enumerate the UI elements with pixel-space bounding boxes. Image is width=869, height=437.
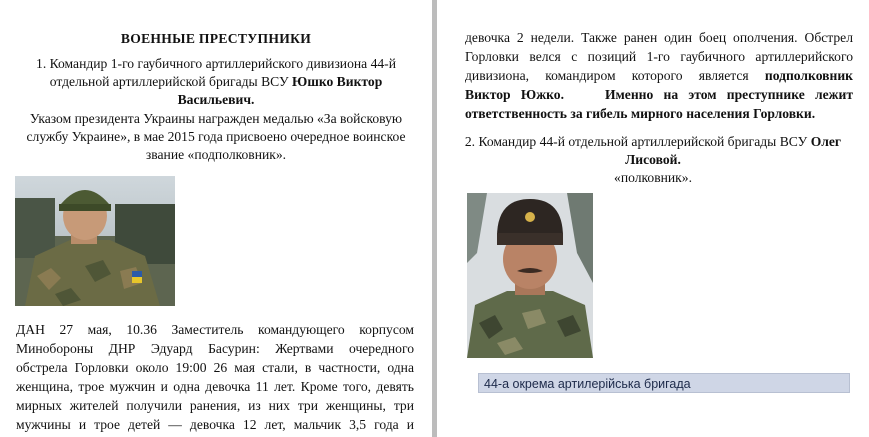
cont-line-5-text: ответственность за гибель мирного населения Горловки. bbox=[465, 106, 816, 121]
news-line: ДАН 27 мая, 10.36 Заместитель командующего корпусом bbox=[16, 322, 414, 337]
decree-line3: звание «подполковник». bbox=[145, 147, 287, 162]
decree-line1: Указом президента Украины награжден медалью «За войсковую bbox=[29, 111, 403, 126]
item2-rank: «полковник». bbox=[614, 170, 692, 185]
item1-patronymic bbox=[0, 92, 432, 108]
news-line: мужчины и трое детей — девочка 12 лет, мальчик 3,5 года и bbox=[16, 417, 414, 432]
cont-line-4 bbox=[465, 87, 853, 103]
news-line: мирных жителей получили ранения, из них три женщины, три bbox=[16, 398, 414, 413]
item1-line1: 1. Командир 1-го гаубичного артиллерийского дивизиона 44-й bbox=[36, 56, 396, 71]
cont-line-4-text: Именно на этом преступнике лежит bbox=[604, 87, 853, 102]
decree-line2: службу Украине», в мае 2015 года присвоено очередное воинское bbox=[26, 129, 406, 144]
cont-line-3-text: дивизиона, командиром которого является bbox=[465, 68, 765, 83]
news-line: Минобороны ДНР Эдуард Басурин: Жертвами очередного bbox=[16, 341, 414, 356]
item2-surname bbox=[437, 152, 869, 168]
item2-line1 bbox=[437, 134, 869, 150]
cont-line: Горловки велся с позиций 1-го гаубичного артиллерийского bbox=[465, 49, 853, 64]
officer-photo-icon bbox=[467, 193, 593, 358]
officer-photo bbox=[467, 193, 593, 358]
news-line: обстрела Горловки около 19:00 26 мая стали, в частности, одна bbox=[16, 360, 414, 375]
item2-firstname: Олег bbox=[810, 134, 842, 149]
soldier-photo bbox=[15, 176, 175, 306]
cont-line: девочка 2 недели. Также ранен один боец ополчения. Обстрел bbox=[465, 30, 853, 45]
photo-caption: 44-а окрема артилерійська бригада bbox=[478, 373, 850, 393]
page-heading: ВОЕННЫЕ ПРЕСТУПНИКИ bbox=[120, 31, 312, 46]
item1-name: Юшко Виктор bbox=[292, 74, 383, 89]
soldier-photo-icon bbox=[15, 176, 175, 306]
right-page bbox=[437, 0, 869, 437]
cont-line-5 bbox=[465, 106, 815, 122]
news-line: женщина, трое мужчин и одна девочка 11 лет. Кроме того, девять bbox=[16, 379, 414, 394]
cont-line-3-rank: подполковник bbox=[764, 68, 853, 83]
item1-line2-text: отдельной артиллерийской бригады ВСУ bbox=[49, 74, 293, 89]
left-page bbox=[0, 0, 432, 437]
cont-line-3 bbox=[465, 68, 853, 84]
item1-patronymic-text: Васильевич. bbox=[177, 92, 255, 107]
item1-line2 bbox=[0, 74, 432, 90]
item2-surname-text: Лисовой. bbox=[625, 152, 681, 167]
cont-line-4-name: Виктор Южко. bbox=[465, 87, 564, 102]
item2-line1-text: 2. Командир 44-й отдельной артиллерийской бригады ВСУ bbox=[464, 134, 811, 149]
